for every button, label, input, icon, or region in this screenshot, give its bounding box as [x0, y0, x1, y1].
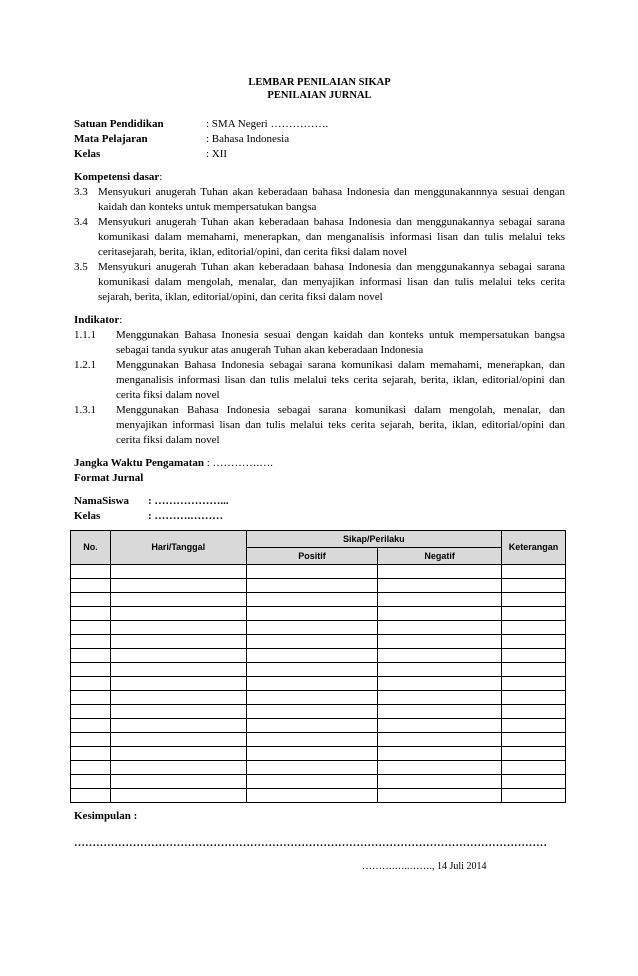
indikator-section — [74, 313, 565, 448]
table-cell[interactable] — [378, 775, 502, 789]
table-cell[interactable] — [246, 663, 378, 677]
table-cell[interactable] — [246, 691, 378, 705]
table-row — [71, 719, 566, 733]
table-cell[interactable] — [71, 719, 111, 733]
table-cell[interactable] — [378, 663, 502, 677]
table-cell[interactable] — [110, 635, 246, 649]
indikator-item — [74, 328, 565, 358]
table-cell[interactable] — [246, 607, 378, 621]
table-cell[interactable] — [378, 719, 502, 733]
kesimpulan-label: Kesimpulan : — [74, 810, 138, 822]
format-label: Format Jurnal — [74, 472, 144, 484]
table-row — [71, 565, 566, 579]
indikator-text: Menggunakan Bahasa Inonesia sesuai dengan kaidah dan konteks untuk mempersatukan bangsa sebagai tanda syukur atas anugerah Tuhan akan keberadaan Indonesia — [116, 329, 565, 356]
table-row — [71, 593, 566, 607]
table-cell[interactable] — [246, 705, 378, 719]
table-cell[interactable] — [502, 621, 566, 635]
jangka-value: : ………….…. — [206, 457, 274, 469]
table-cell[interactable] — [378, 761, 502, 775]
table-cell[interactable] — [71, 607, 111, 621]
table-cell[interactable] — [246, 747, 378, 761]
student-name-label: NamaSiswa — [74, 495, 130, 507]
kesimpulan-dots: ………………………………………………………………………………………………………………… — [74, 837, 547, 849]
table-cell[interactable] — [246, 719, 378, 733]
table-cell[interactable] — [502, 733, 566, 747]
document-page — [74, 76, 565, 851]
info-value: : SMA Negeri ……………. — [206, 118, 329, 130]
table-cell[interactable] — [71, 635, 111, 649]
table-cell[interactable] — [110, 607, 246, 621]
table-cell[interactable] — [110, 677, 246, 691]
indikator-text: Menggunakan Bahasa Indonesia sebagai sarana komunikasi dalam mengolah, menalar, dan menyajikan informasi lisan dan tulis melalui teks cerita sejarah, berita, iklan, editorial/opini dan cerita fiksi dalam novel — [116, 404, 565, 446]
table-cell[interactable] — [378, 593, 502, 607]
signature-date: ……….…..……., 14 Juli 2014 — [362, 861, 487, 872]
table-cell[interactable] — [110, 761, 246, 775]
table-cell[interactable] — [246, 635, 378, 649]
table-cell[interactable] — [502, 663, 566, 677]
info-label: Mata Pelajaran — [74, 133, 148, 145]
kompetensi-number: 3.3 — [74, 186, 88, 198]
student-name-row — [74, 494, 565, 509]
table-cell[interactable] — [502, 607, 566, 621]
table-cell[interactable] — [71, 775, 111, 789]
table-row — [71, 789, 566, 803]
table-cell[interactable] — [71, 649, 111, 663]
indikator-item — [74, 403, 565, 448]
table-cell[interactable] — [71, 789, 111, 803]
table-cell[interactable] — [378, 789, 502, 803]
table-cell[interactable] — [378, 621, 502, 635]
table-cell[interactable] — [71, 761, 111, 775]
info-label: Satuan Pendidikan — [74, 118, 164, 130]
table-cell[interactable] — [71, 565, 111, 579]
table-cell[interactable] — [110, 593, 246, 607]
table-cell[interactable] — [246, 621, 378, 635]
info-row-class — [74, 147, 565, 162]
info-row-subject — [74, 132, 565, 147]
table-cell[interactable] — [502, 775, 566, 789]
table-cell[interactable] — [502, 579, 566, 593]
table-cell[interactable] — [110, 691, 246, 705]
kompetensi-section — [74, 170, 565, 305]
kompetensi-number: 3.4 — [74, 216, 88, 228]
table-cell[interactable] — [246, 593, 378, 607]
table-cell[interactable] — [502, 789, 566, 803]
table-cell[interactable] — [502, 747, 566, 761]
student-class-label: Kelas — [74, 510, 101, 522]
kompetensi-text: Mensyukuri anugerah Tuhan akan keberadaan bahasa Indonesia dan menggunakannya sebagai sarana komunikasi dalam memahami, menerapkan, dan menganalisis informasi lisan dan tulis melalui teks ceritasejarah, berita, iklan, editorial/opini, dan cerita fiksi dalam novel — [98, 216, 565, 258]
table-cell[interactable] — [378, 677, 502, 691]
indikator-item — [74, 358, 565, 403]
kompetensi-colon: : — [159, 171, 163, 183]
kompetensi-item — [74, 260, 565, 305]
table-cell[interactable] — [110, 719, 246, 733]
table-row — [71, 677, 566, 691]
indikator-colon: : — [119, 314, 123, 326]
table-cell[interactable] — [378, 635, 502, 649]
kompetensi-number: 3.5 — [74, 261, 88, 273]
info-value: : XII — [206, 148, 228, 160]
title-line-1: LEMBAR PENILAIAN SIKAP — [248, 77, 391, 88]
table-cell[interactable] — [502, 677, 566, 691]
table-cell[interactable] — [246, 579, 378, 593]
header-keterangan: Keterangan — [502, 531, 566, 565]
table-row — [71, 663, 566, 677]
title-line-2: PENILAIAN JURNAL — [267, 90, 372, 101]
table-cell[interactable] — [378, 733, 502, 747]
table-cell[interactable] — [110, 705, 246, 719]
kompetensi-item — [74, 215, 565, 260]
table-cell[interactable] — [378, 607, 502, 621]
kompetensi-item — [74, 185, 565, 215]
table-cell[interactable] — [502, 635, 566, 649]
table-cell[interactable] — [71, 677, 111, 691]
table-row — [71, 635, 566, 649]
table-row — [71, 607, 566, 621]
table-cell[interactable] — [110, 649, 246, 663]
indikator-number: 1.3.1 — [74, 404, 96, 416]
table-cell[interactable] — [378, 649, 502, 663]
table-cell[interactable] — [110, 789, 246, 803]
table-cell[interactable] — [71, 593, 111, 607]
table-cell[interactable] — [246, 761, 378, 775]
student-class-value: : ……….……… — [148, 510, 224, 522]
table-cell[interactable] — [502, 761, 566, 775]
student-name-value: : ………………... — [148, 495, 229, 507]
table-cell[interactable] — [71, 747, 111, 761]
student-class-row — [74, 509, 565, 524]
table-cell[interactable] — [378, 747, 502, 761]
table-cell[interactable] — [71, 733, 111, 747]
journal-table — [70, 530, 566, 803]
table-cell[interactable] — [110, 579, 246, 593]
journal-table-body — [71, 565, 566, 803]
table-cell[interactable] — [246, 775, 378, 789]
table-cell[interactable] — [246, 677, 378, 691]
table-cell[interactable] — [502, 705, 566, 719]
header-hari: Hari/Tanggal — [110, 531, 246, 565]
table-cell[interactable] — [502, 649, 566, 663]
table-row — [71, 649, 566, 663]
info-value: : Bahasa Indonesia — [206, 133, 290, 145]
indikator-number: 1.1.1 — [74, 329, 96, 341]
header-no: No. — [71, 531, 111, 565]
table-cell[interactable] — [110, 565, 246, 579]
table-cell[interactable] — [378, 579, 502, 593]
table-cell[interactable] — [246, 733, 378, 747]
table-cell[interactable] — [110, 733, 246, 747]
kompetensi-text: Mensyukuri anugerah Tuhan akan keberadaan bahasa Indonesia dan menggunakannya sebagai sarana komunikasi dalam mengolah, menalar, dan menyajikan informasi lisan dan tulis melalui teks cerita sejarah, berita, iklan, editorial/opini, dan cerita fiksi dalam novel — [98, 261, 565, 303]
table-cell[interactable] — [110, 775, 246, 789]
school-info — [74, 117, 565, 162]
table-row — [71, 761, 566, 775]
table-cell[interactable] — [71, 705, 111, 719]
table-row — [71, 691, 566, 705]
table-row — [71, 775, 566, 789]
table-cell[interactable] — [71, 691, 111, 705]
table-cell[interactable] — [378, 565, 502, 579]
table-cell[interactable] — [502, 593, 566, 607]
header-negatif: Negatif — [378, 548, 502, 565]
indikator-number: 1.2.1 — [74, 359, 96, 371]
table-cell[interactable] — [502, 565, 566, 579]
kompetensi-heading: Kompetensi dasar — [74, 171, 160, 183]
table-cell[interactable] — [246, 649, 378, 663]
kompetensi-text: Mensyukuri anugerah Tuhan akan keberadaan bahasa Indonesia dan menggunakannnya sesuai dengan kaidah dan konteks untuk mempersatukan bangsa — [98, 186, 565, 213]
table-cell[interactable] — [110, 621, 246, 635]
table-row — [71, 747, 566, 761]
table-row — [71, 579, 566, 593]
info-row-school — [74, 117, 565, 132]
table-row — [71, 621, 566, 635]
header-positif: Positif — [246, 548, 378, 565]
table-row — [71, 733, 566, 747]
document-title — [74, 76, 565, 102]
table-cell[interactable] — [71, 621, 111, 635]
table-row — [71, 705, 566, 719]
table-cell[interactable] — [110, 663, 246, 677]
info-label: Kelas — [74, 148, 101, 160]
table-cell[interactable] — [71, 579, 111, 593]
table-cell[interactable] — [378, 691, 502, 705]
table-cell[interactable] — [502, 719, 566, 733]
header-sikap: Sikap/Perilaku — [246, 531, 501, 548]
indikator-heading: Indikator — [74, 314, 120, 326]
jangka-waktu — [74, 456, 565, 471]
table-cell[interactable] — [378, 705, 502, 719]
table-cell[interactable] — [246, 565, 378, 579]
jangka-label: Jangka Waktu Pengamatan — [74, 457, 204, 469]
indikator-text: Menggunakan Bahasa Indonesia sebagai sarana komunikasi dalam memahami, menerapkan, dan menganalisis informasi lisan dan tulis melalui teks cerita sejarah, berita, iklan, editorial/opini dan cerita fiksi dalam novel — [116, 359, 565, 401]
table-cell[interactable] — [110, 747, 246, 761]
table-cell[interactable] — [246, 789, 378, 803]
table-cell[interactable] — [502, 691, 566, 705]
table-cell[interactable] — [71, 663, 111, 677]
